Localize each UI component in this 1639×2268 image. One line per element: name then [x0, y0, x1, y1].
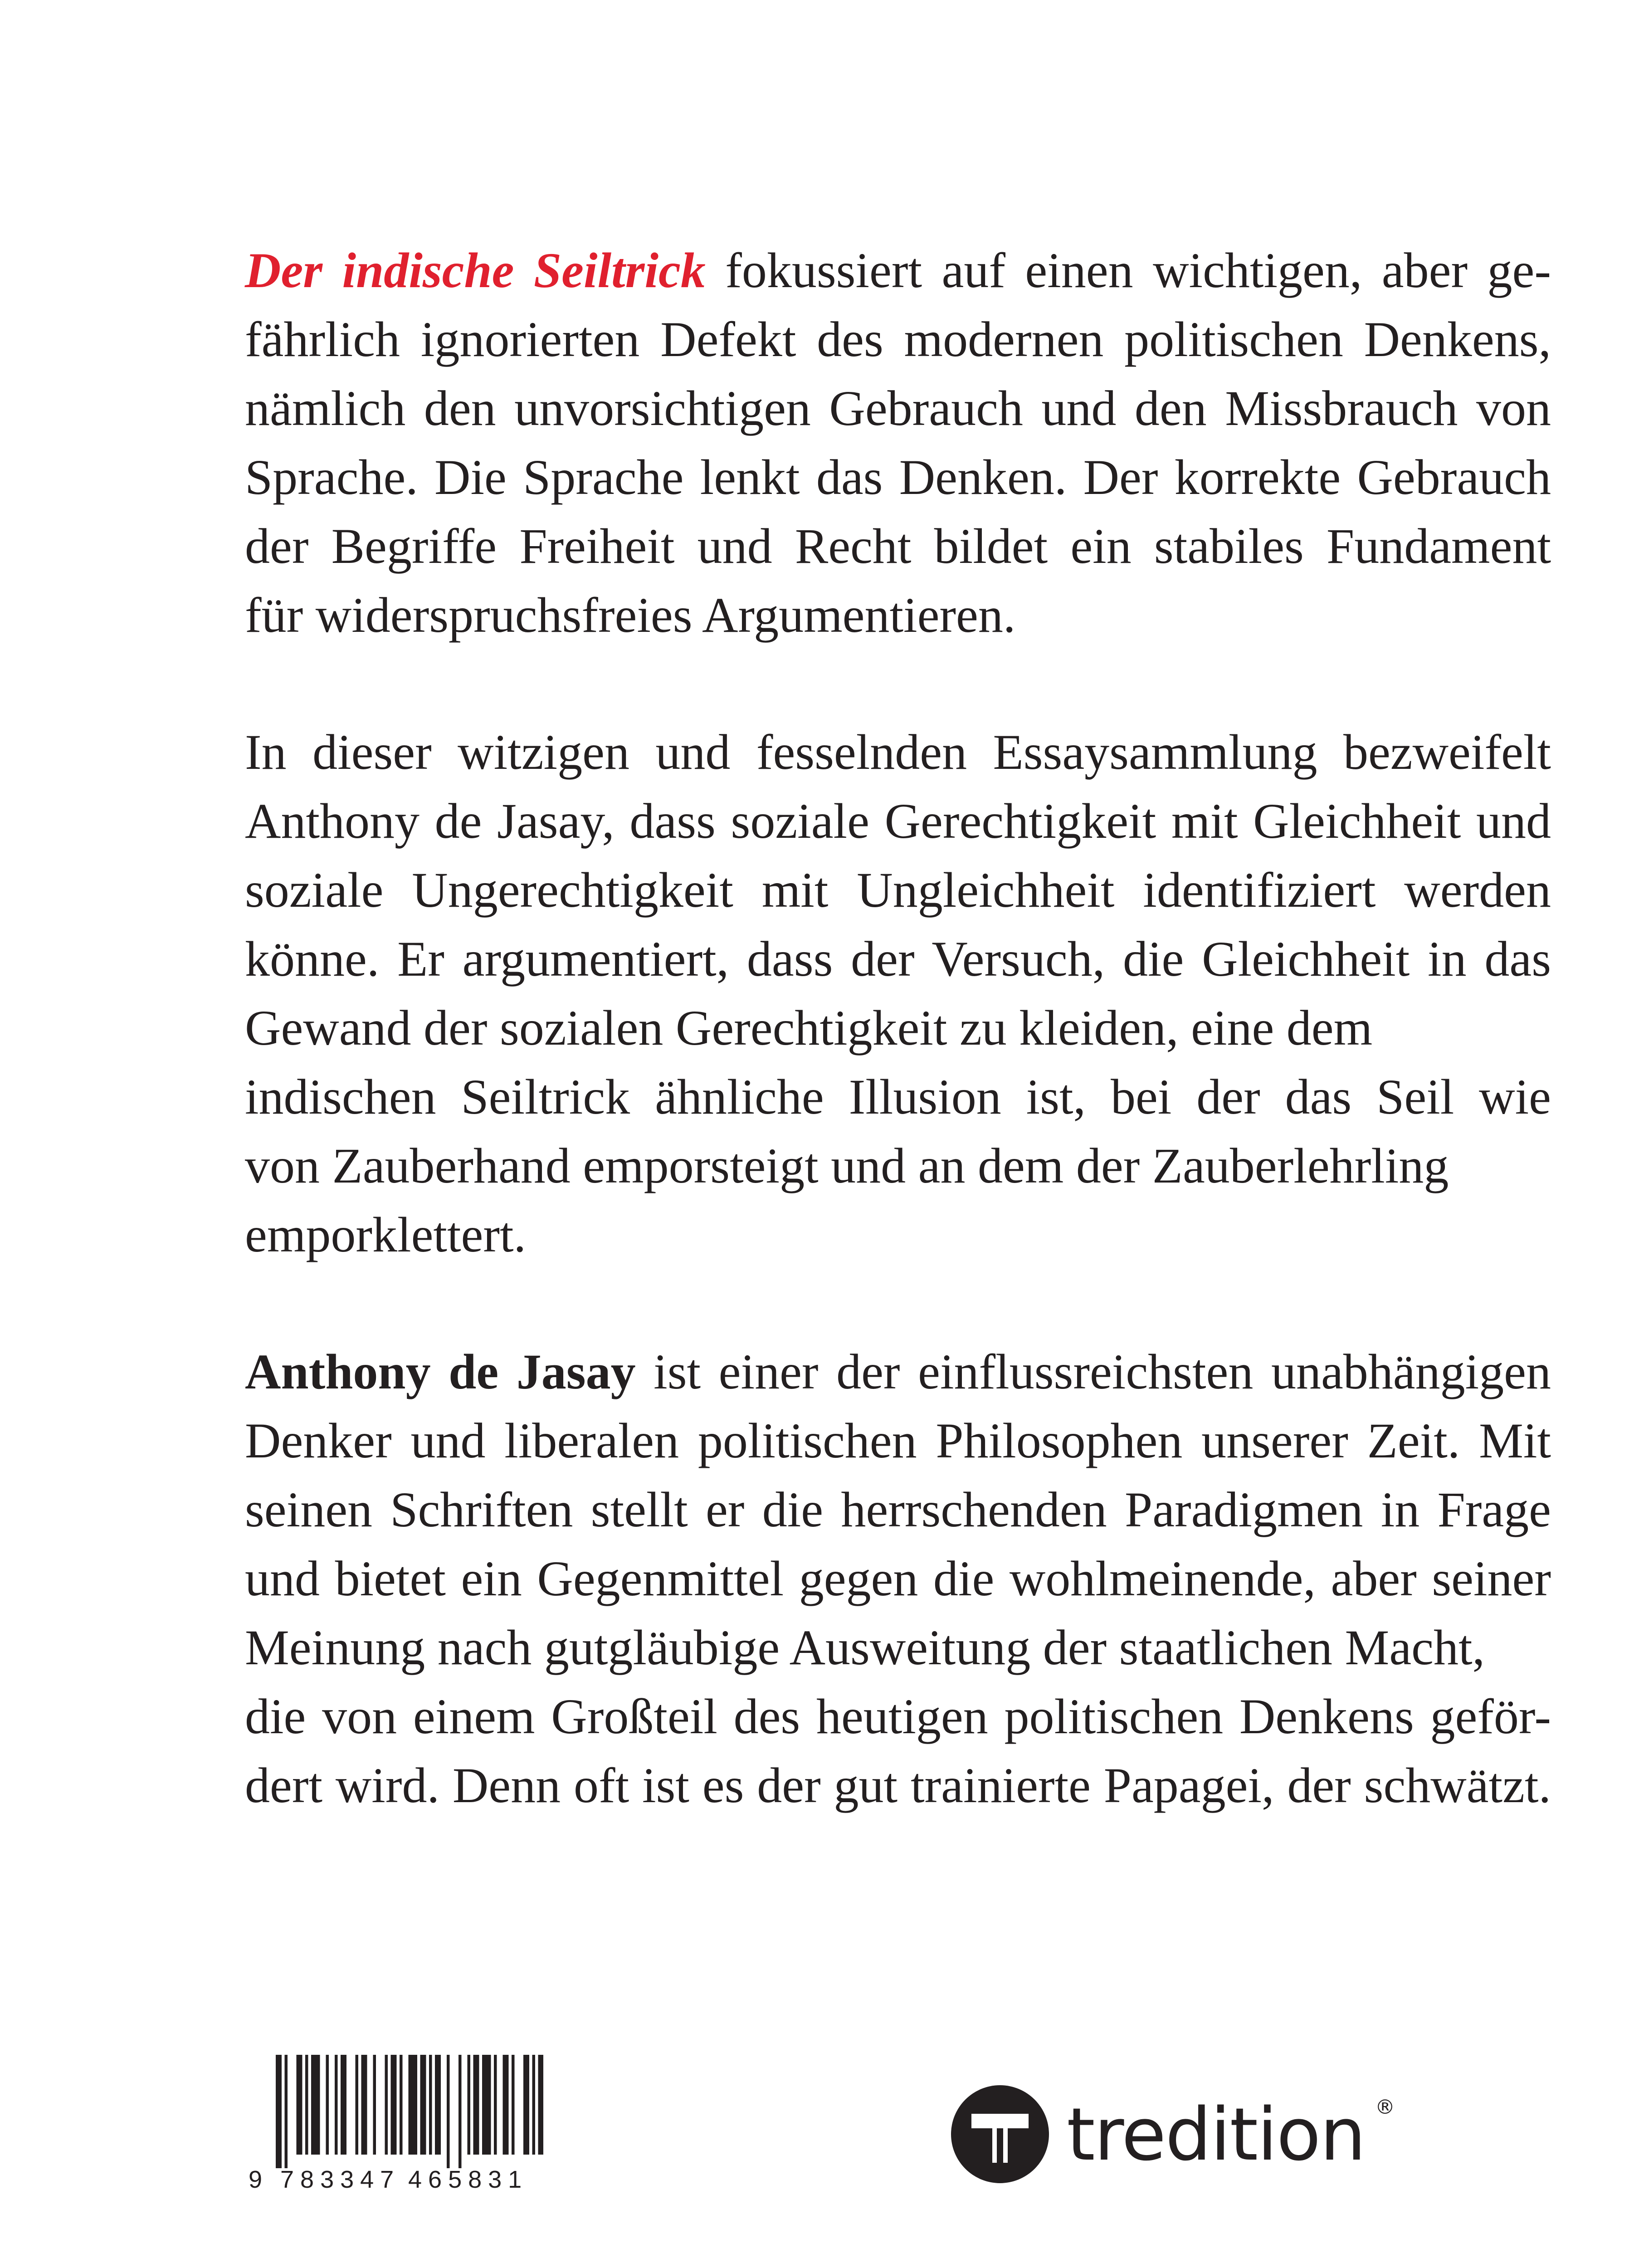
barcode-bar	[468, 2055, 471, 2155]
blurb-line: Anthony de Jasay, dass soziale Gerechtigkeit mit Gleichheit und	[245, 793, 1551, 849]
blurb-line	[245, 1337, 1551, 1406]
barcode-bar	[473, 2055, 479, 2155]
barcode-bar	[494, 2055, 497, 2155]
blurb-text: ist einer der einflussreichsten unabhängigen	[635, 1344, 1551, 1399]
blurb-line: von Zauberhand emporsteigt und an dem der Zauberlehrling	[245, 1138, 1449, 1193]
blurb-paragraph-3	[245, 1337, 1551, 1820]
barcode-bar	[420, 2055, 426, 2155]
book-title: Der indische Seiltrick	[245, 243, 706, 298]
blurb-line: und bietet ein Gegenmittel gegen die wohlmeinende, aber seiner	[245, 1551, 1551, 1606]
barcode-bar	[311, 2055, 320, 2155]
publisher-logo	[948, 2082, 1401, 2191]
blurb-line: emporklettert.	[245, 1207, 527, 1262]
blurb-line: Meinung nach gutgläubige Ausweitung der staatlichen Macht,	[245, 1620, 1485, 1675]
blurb-line: Denker und liberalen politischen Philosophen unserer Zeit. Mit	[245, 1413, 1551, 1468]
barcode-bar	[326, 2055, 329, 2155]
blurb-line: der Begriffe Freiheit und Recht bildet ein stabiles Fundament	[245, 518, 1551, 574]
isbn-digits	[249, 2164, 543, 2195]
barcode-bar	[538, 2055, 544, 2155]
blurb-line: In dieser witzigen und fesselnden Essaysammlung bezweifelt	[245, 724, 1551, 780]
blurb-line: indischen Seiltrick ähnliche Illusion ist, bei der das Seil wie	[245, 1069, 1551, 1124]
barcode-bar	[276, 2055, 282, 2168]
blurb-line: dert wird. Denn oft ist es der gut trainierte Papagei, der schwätzt.	[245, 1758, 1551, 1813]
barcode-bars	[249, 2055, 543, 2168]
blurb-line: soziale Ungerechtigkeit mit Ungleichheit identifiziert werden	[245, 862, 1551, 918]
author-name: Anthony de Jasay	[245, 1344, 636, 1399]
publisher-name: tredition	[1067, 2092, 1365, 2177]
barcode-bar	[447, 2055, 450, 2168]
barcode-bar	[373, 2055, 376, 2155]
blurb-line	[245, 236, 1551, 305]
barcode-bar	[391, 2055, 397, 2155]
blurb-paragraph-2	[245, 718, 1551, 1269]
isbn-barcode	[249, 2055, 543, 2191]
barcode-bar	[532, 2055, 536, 2155]
barcode-bar	[361, 2055, 367, 2155]
blurb-text: fokussiert auf einen wichtigen, aber ge-	[705, 243, 1551, 298]
barcode-bar	[341, 2055, 346, 2155]
blurb-line: die von einem Großteil des heutigen politischen Denkens geför-	[245, 1689, 1551, 1744]
barcode-bar	[512, 2055, 515, 2155]
barcode-bar	[503, 2055, 509, 2155]
barcode-bar	[285, 2055, 288, 2168]
blurb-line: fährlich ignorierten Defekt des modernen politischen Denkens,	[245, 312, 1551, 367]
barcode-bar	[356, 2055, 359, 2155]
blurb-line: Gewand der sozialen Gerechtigkeit zu kleiden, eine dem	[245, 1000, 1373, 1056]
registered-mark: ®	[1375, 2096, 1395, 2119]
barcode-bar	[305, 2055, 308, 2155]
isbn-digits-right: 465831	[408, 2166, 528, 2193]
barcode-bar	[409, 2055, 418, 2155]
blurb-line: für widerspruchsfreies Argumentieren.	[245, 587, 1016, 643]
blurb-line: nämlich den unvorsichtigen Gebrauch und den Missbrauch von	[245, 381, 1551, 436]
tredition-logo-icon	[948, 2082, 1052, 2186]
isbn-digit-first: 9	[249, 2166, 263, 2193]
barcode-bar	[429, 2055, 432, 2155]
barcode-bar	[297, 2055, 302, 2155]
barcode-bar	[482, 2055, 491, 2155]
blurb-line: könne. Er argumentiert, dass der Versuch, die Gleichheit in das	[245, 931, 1551, 987]
blurb-line: seinen Schriften stellt er die herrschenden Paradigmen in Frage	[245, 1482, 1551, 1537]
blurb-line: Sprache. Die Sprache lenkt das Denken. Der korrekte Gebrauch	[245, 450, 1551, 505]
barcode-bar	[335, 2055, 338, 2155]
blurb-paragraph-1	[245, 236, 1551, 650]
barcode-bar	[459, 2055, 462, 2168]
barcode-bar	[385, 2055, 388, 2155]
back-cover-blurb	[245, 236, 1551, 1820]
barcode-bar	[400, 2055, 403, 2155]
isbn-digits-left: 783347	[280, 2166, 400, 2193]
barcode-bar	[523, 2055, 529, 2155]
barcode-bar	[435, 2055, 441, 2155]
